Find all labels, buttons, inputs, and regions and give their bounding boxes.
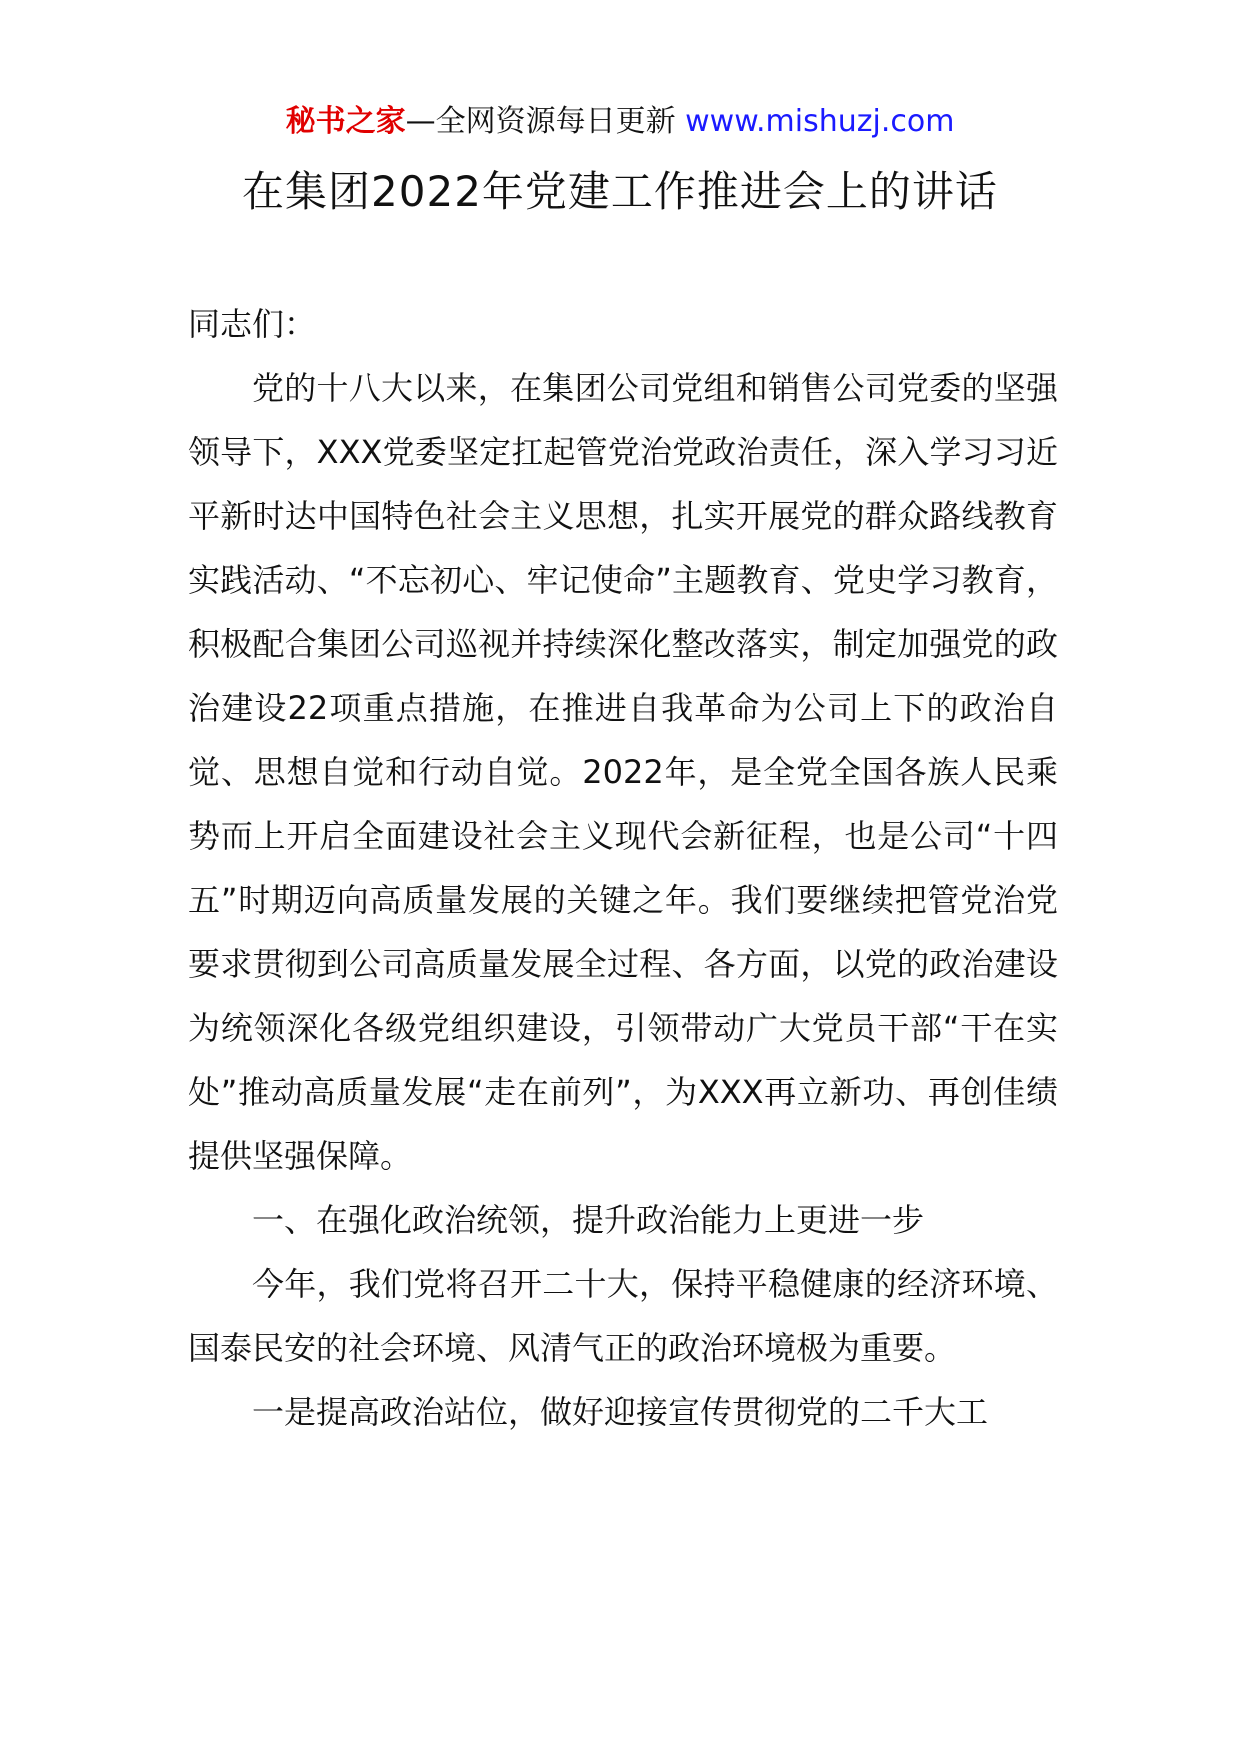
- document-title: 在集团2022年党建工作推进会上的讲话: [242, 167, 998, 216]
- section-1-point-1: 一是提高政治站位，做好迎接宣传贯彻党的二千大工: [252, 1393, 989, 1431]
- section-1-paragraph: 今年，我们党将召开二十大，保持平稳健康的经济环境、国泰民安的社会环境、风清气正的政治环境极为重要。: [188, 1265, 1058, 1367]
- salutation: 同志们：: [188, 305, 317, 343]
- intro-paragraph: 党的十八大以来，在集团公司党组和销售公司党委的坚强领导下，XXX党委坚定扛起管党治党政治责任，深入学习习近平新时达中国特色社会主义思想，扎实开展党的群众路线教育实践活动、“不忘初心、牢记使命”主题教育、党史学习教育，积极配合集团公司巡视并持续深化整改落实，制定加强党的政治建设22项重点措施，在推进自我革命为公司上下的政治自觉、思想自觉和行动自觉。2022年，是全党全国各族人民乘势而上开启全面建设社会主义现代会新征程，也是公司“十四五”时期迈向高质量发展的关键之年。我们要继续把管党治党要求贯彻到公司高质量发展全过程、各方面，以党的政治建设为统领深化各级党组织建设，引领带动广大党员干部“干在实处”推动高质量发展“走在前列”，为XXX再立新功、再创佳绩提供坚强保障。: [188, 369, 1058, 1175]
- section-heading-1: 一、在强化政治统领，提升政治能力上更进一步: [252, 1201, 925, 1239]
- brand-name: 秘书之家: [285, 104, 406, 139]
- site-url-link[interactable]: www.mishuzj.com: [685, 104, 955, 139]
- site-header: [0, 102, 1240, 142]
- document-body: [188, 292, 1058, 1444]
- header-slogan: —全网资源每日更新: [405, 104, 686, 139]
